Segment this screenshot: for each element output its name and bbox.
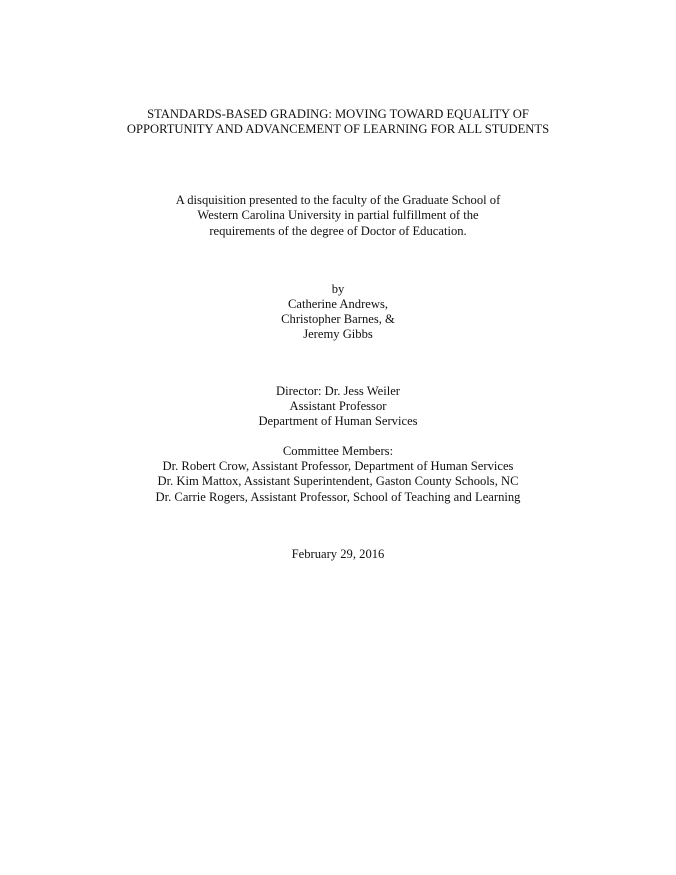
director-name: Director: Dr. Jess Weiler bbox=[276, 384, 400, 398]
director-department: Department of Human Services bbox=[258, 414, 418, 428]
statement-line-1: A disquisition presented to the faculty of the Graduate School of bbox=[175, 193, 501, 207]
author-1: Catherine Andrews, bbox=[287, 297, 389, 311]
director-title: Assistant Professor bbox=[289, 399, 387, 413]
author-3: Jeremy Gibbs bbox=[303, 327, 373, 341]
by-label: by bbox=[331, 282, 345, 296]
committee-member: Dr. Robert Crow, Assistant Professor, Department of Human Services bbox=[162, 459, 514, 473]
title-line-2: OPPORTUNITY AND ADVANCEMENT OF LEARNING FOR ALL STUDENTS bbox=[126, 122, 550, 136]
statement-line-3: requirements of the degree of Doctor of Education. bbox=[209, 224, 467, 238]
committee-heading: Committee Members: bbox=[282, 444, 394, 458]
title-line-1: STANDARDS-BASED GRADING: MOVING TOWARD EQUALITY OF bbox=[147, 107, 529, 121]
committee-member: Dr. Carrie Rogers, Assistant Professor, School of Teaching and Learning bbox=[155, 490, 521, 504]
submission-date: February 29, 2016 bbox=[291, 547, 385, 561]
statement-line-2: Western Carolina University in partial fulfillment of the bbox=[197, 208, 479, 222]
committee-member: Dr. Kim Mattox, Assistant Superintendent, Gaston County Schools, NC bbox=[157, 474, 519, 488]
author-2: Christopher Barnes, & bbox=[281, 312, 395, 326]
